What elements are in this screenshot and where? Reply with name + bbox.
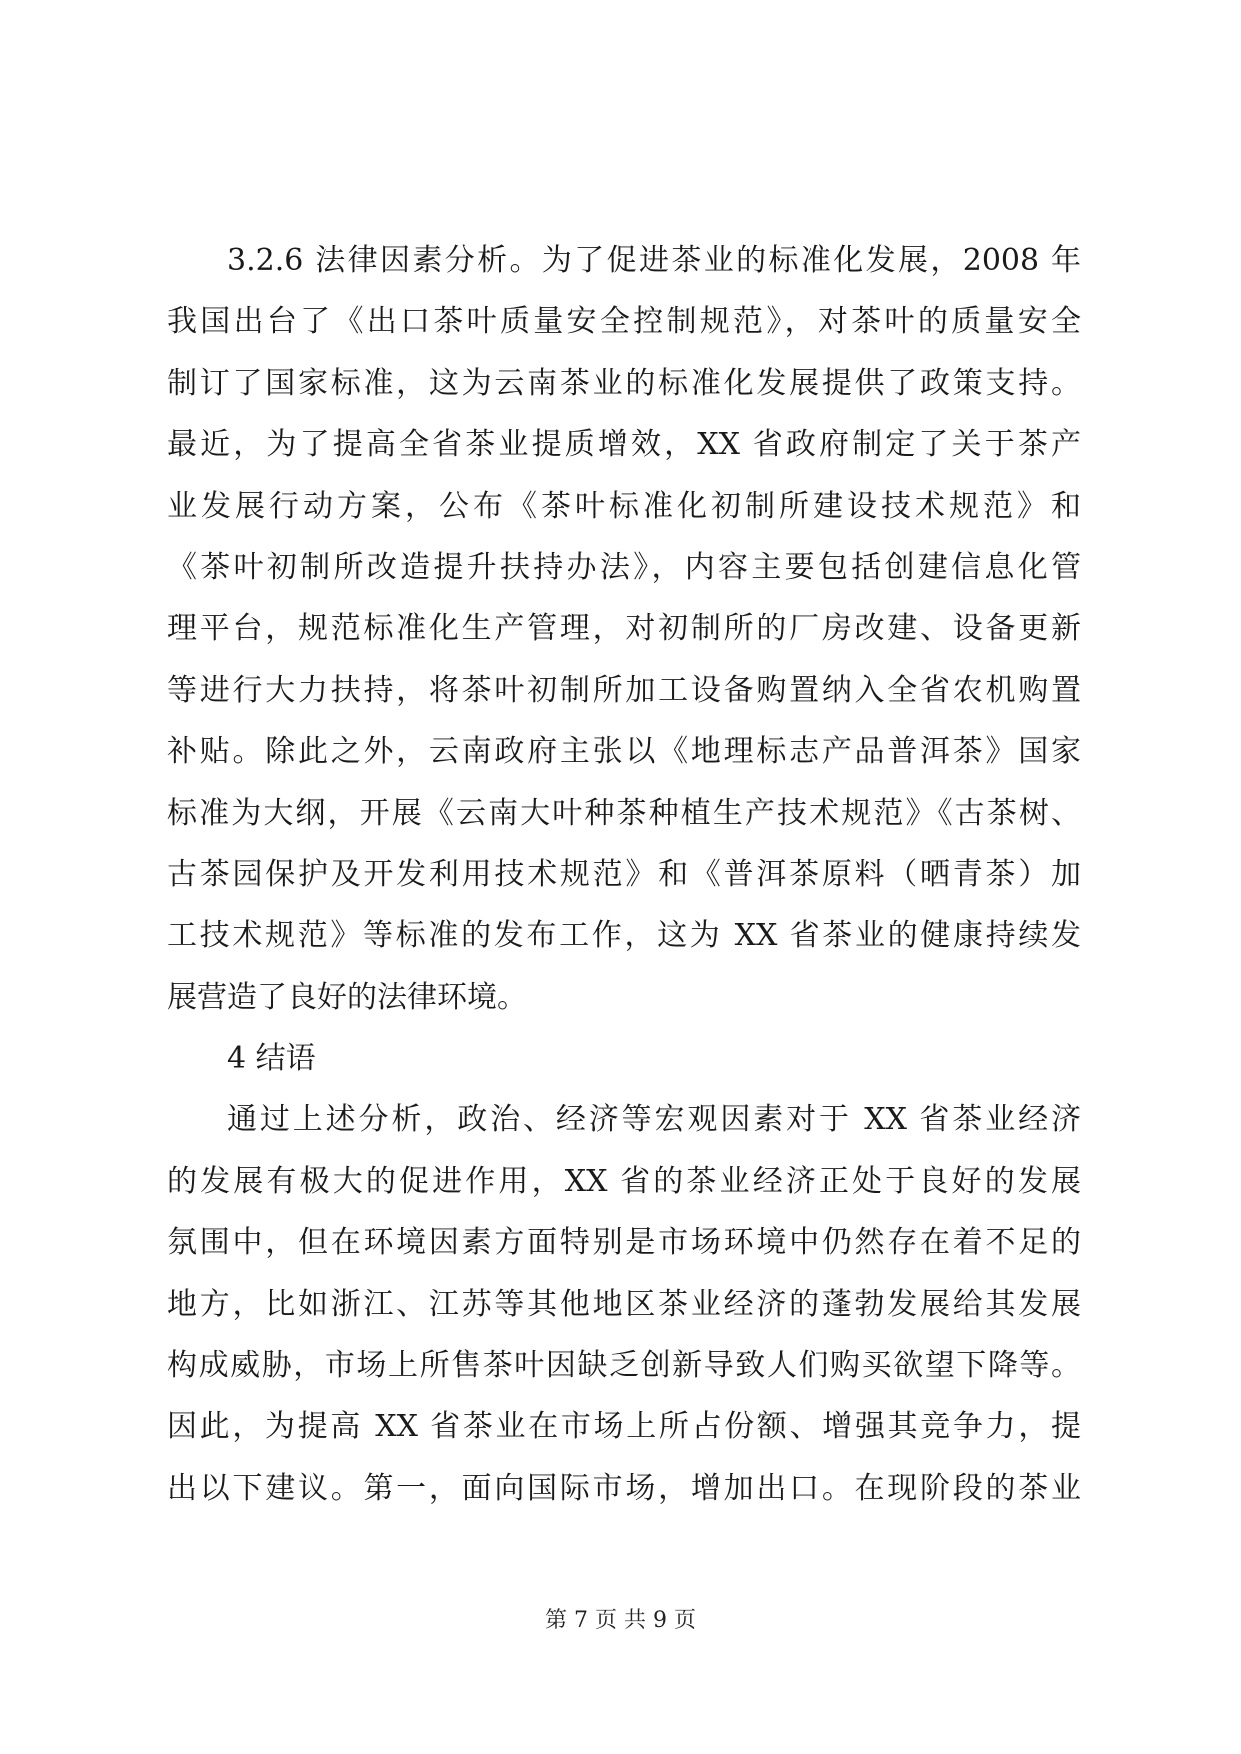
text-line: 出以下建议。第一，面向国际市场，增加出口。在现阶段的茶业 <box>167 1470 1081 1506</box>
page-footer <box>0 1606 1241 1636</box>
text-line: 古茶园保护及开发利用技术规范》和《普洱茶原料（晒青茶）加 <box>167 856 1081 892</box>
text-line: 标准为大纲，开展《云南大叶种茶种植生产技术规范》《古茶树、 <box>167 795 1081 831</box>
text-line: 等进行大力扶持，将茶叶初制所加工设备购置纳入全省农机购置 <box>167 672 1081 708</box>
section-heading: 4 结语 <box>227 1041 316 1077</box>
text-line: 地方，比如浙江、江苏等其他地区茶业经济的蓬勃发展给其发展 <box>167 1286 1081 1322</box>
text-line: 氛围中，但在环境因素方面特别是市场环境中仍然存在着不足的 <box>167 1225 1081 1261</box>
text-line: 补贴。除此之外，云南政府主张以《地理标志产品普洱茶》国家 <box>167 734 1081 770</box>
text-line: 理平台，规范标准化生产管理，对初制所的厂房改建、设备更新 <box>167 611 1081 647</box>
text-line: 我国出台了《出口茶叶质量安全控制规范》，对茶叶的质量安全 <box>167 304 1081 340</box>
text-line: 业发展行动方案，公布《茶叶标准化初制所建设技术规范》和 <box>167 488 1081 524</box>
text-line: 展营造了良好的法律环境。 <box>167 979 527 1015</box>
text-line: 因此，为提高 XX 省茶业在市场上所占份额、增强其竞争力，提 <box>167 1409 1081 1445</box>
text-line: 通过上述分析，政治、经济等宏观因素对于 XX 省茶业经济 <box>227 1102 1081 1138</box>
text-line: 《茶叶初制所改造提升扶持办法》，内容主要包括创建信息化管 <box>167 549 1081 585</box>
text-line: 3.2.6 法律因素分析。为了促进茶业的标准化发展，2008 年 <box>227 243 1081 278</box>
page-number: 第 7 页 共 9 页 <box>545 1608 696 1633</box>
text-line: 构成威胁，市场上所售茶叶因缺乏创新导致人们购买欲望下降等。 <box>167 1348 1081 1384</box>
body-text <box>167 230 1081 1519</box>
text-line: 工技术规范》等标准的发布工作，这为 XX 省茶业的健康持续发 <box>167 918 1081 954</box>
text-line: 最近，为了提高全省茶业提质增效，XX 省政府制定了关于茶产 <box>167 427 1081 463</box>
text-line: 制订了国家标准，这为云南茶业的标准化发展提供了政策支持。 <box>167 365 1081 401</box>
text-line: 的发展有极大的促进作用，XX 省的茶业经济正处于良好的发展 <box>167 1163 1081 1199</box>
